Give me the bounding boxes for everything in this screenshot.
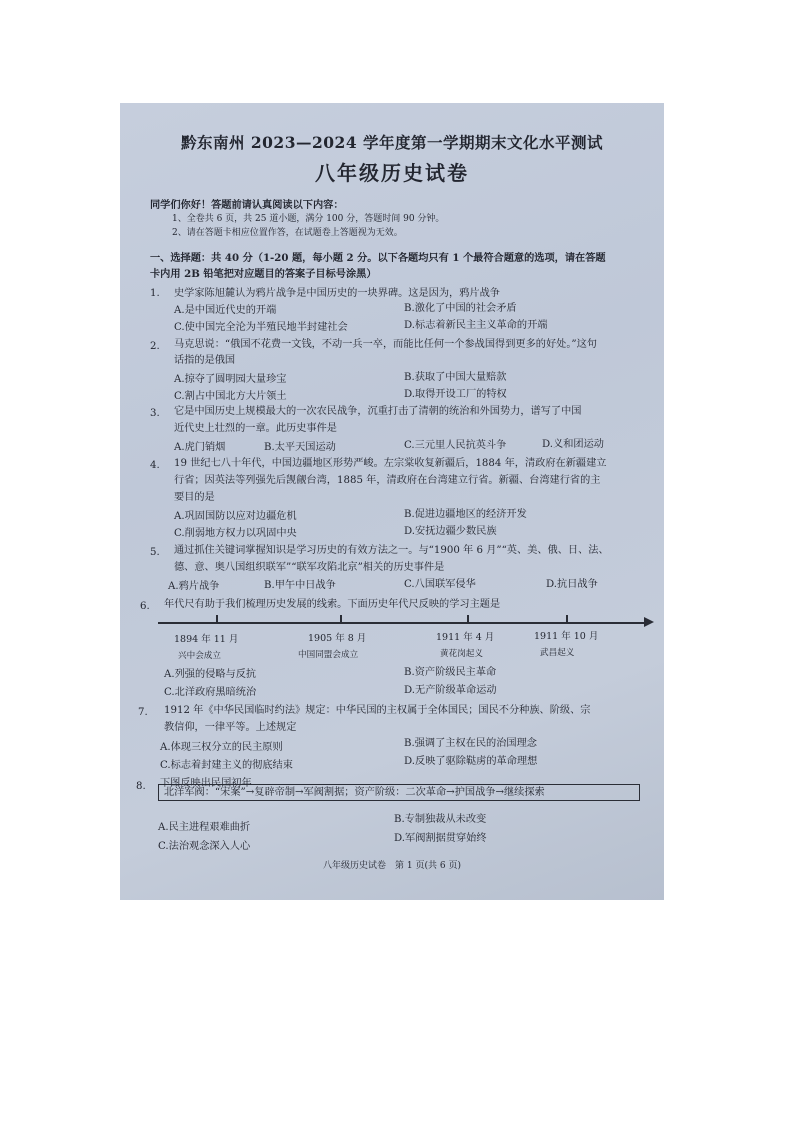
option-b: B.强调了主权在民的治国理念 xyxy=(404,738,537,749)
question-stem: 史学家陈旭麓认为鸦片战争是中国历史的一块界碑。这是因为，鸦片战争 xyxy=(174,288,500,299)
question-stem: 19 世纪七八十年代，中国边疆地区形势严峻。左宗棠收复新疆后，1884 年，清政府在新疆建立 xyxy=(174,458,607,469)
option-b: B.促进边疆地区的经济开发 xyxy=(404,509,527,520)
option-d: D.标志着新民主主义革命的开端 xyxy=(404,320,548,331)
option-c: C.标志着封建主义的彻底结束 xyxy=(160,760,293,771)
section-heading-line2: 卡内用 2B 铅笔把对应题目的答案子目标号涂黑） xyxy=(150,268,377,280)
option-b: B.专制独裁从未改变 xyxy=(394,814,487,825)
option-d: D.抗日战争 xyxy=(546,579,598,590)
timeline-date: 1894 年 11 月 xyxy=(174,634,239,645)
question-number: 1. xyxy=(150,288,160,299)
timeline-event: 武昌起义 xyxy=(540,648,575,658)
question-stem: 马克思说：“俄国不花费一文钱，不动一兵一卒，而能比任何一个参战国得到更多的好处。”这句 xyxy=(174,339,597,350)
option-b: B.激化了中国的社会矛盾 xyxy=(404,303,517,314)
option-a: A.体现三权分立的民主原则 xyxy=(160,742,283,753)
option-c: C.法治观念深入人心 xyxy=(158,841,251,852)
option-a: A.虎门销烟 xyxy=(174,442,226,453)
timeline-arrow-icon xyxy=(644,617,654,627)
question-stem: 要目的是 xyxy=(174,492,215,503)
notice-item-2: 2、请在答题卡相应位置作答，在试题卷上答题视为无效。 xyxy=(172,228,403,238)
question-stem: 通过抓住关键词掌握知识是学习历史的有效方法之一。与“1900 年 6 月”“英、美、俄、日、法、 xyxy=(174,545,609,556)
option-b: B.资产阶级民主革命 xyxy=(404,667,497,678)
timeline-date: 1911 年 10 月 xyxy=(534,631,599,642)
question-stem: 近代史上壮烈的一章。此历史事件是 xyxy=(174,423,337,434)
option-d: D.安抚边疆少数民族 xyxy=(404,526,497,537)
question-stem: 德、意、奥八国组织联军”“联军攻陷北京”相关的历史事件是 xyxy=(174,562,445,573)
timeline-tick xyxy=(467,615,469,623)
timeline-tick xyxy=(340,615,342,623)
option-a: A.是中国近代史的开端 xyxy=(174,305,277,316)
option-d: D.义和团运动 xyxy=(542,439,604,450)
option-a: A.列强的侵略与反抗 xyxy=(164,669,257,680)
option-c: C.割占中国北方大片领土 xyxy=(174,391,287,402)
page-footer: 八年级历史试卷 第 1 页(共 6 页) xyxy=(323,861,461,871)
question-stem: 话指的是俄国 xyxy=(174,355,236,366)
option-c: C.使中国完全沦为半殖民地半封建社会 xyxy=(174,322,348,333)
option-c: C.北洋政府黑暗统治 xyxy=(164,687,257,698)
timeline-event: 黄花岗起义 xyxy=(440,649,483,659)
option-c: C.八国联军侵华 xyxy=(404,579,476,590)
timeline-axis xyxy=(158,622,648,624)
section-heading-line1: 一、选择题：共 40 分（1-20 题，每小题 2 分。以下各题均只有 1 个最符合题意的选项，请在答题 xyxy=(150,252,606,264)
option-a: A.巩固国防以应对边疆危机 xyxy=(174,511,297,522)
question-number: 4. xyxy=(150,460,160,471)
question-stem: 下图反映出民国初年 xyxy=(160,778,252,789)
exam-subtitle: 八年级历史试卷 xyxy=(315,161,469,185)
option-d: D.无产阶级革命运动 xyxy=(404,685,497,696)
option-b: B.获取了中国大量赔款 xyxy=(404,372,507,383)
timeline-event: 中国同盟会成立 xyxy=(298,650,359,660)
question-stem: 行省；因英法等列强先后觊觎台湾，1885 年，清政府在台湾建立行省。新疆、台湾建行省的主 xyxy=(174,475,601,486)
option-c: C.三元里人民抗英斗争 xyxy=(404,440,507,451)
timeline-date: 1905 年 8 月 xyxy=(308,633,367,644)
question-stem: 教信仰，一律平等。上述规定 xyxy=(164,722,297,733)
notice-greeting: 同学们你好！答题前请认真阅读以下内容： xyxy=(150,199,344,211)
option-b: B.甲午中日战争 xyxy=(264,580,336,591)
option-a: A.鸦片战争 xyxy=(168,581,220,592)
timeline-event: 兴中会成立 xyxy=(178,651,221,661)
exam-title: 黔东南州 2023—2024 学年度第一学期期末文化水平测试 xyxy=(180,133,604,152)
question-number: 2. xyxy=(150,341,160,352)
exam-sheet xyxy=(120,103,664,900)
option-b: B.太平天国运动 xyxy=(264,442,336,453)
option-c: C.削弱地方权力以巩固中央 xyxy=(174,528,297,539)
info-box-text: 北洋军阀：“宋案”→复辟帝制→军阀割据；资产阶级：二次革命→护国战争→继续探索 xyxy=(164,787,545,798)
question-stem: 1912 年《中华民国临时约法》规定：中华民国的主权属于全体国民；国民不分种族、阶级、宗 xyxy=(164,705,591,716)
option-d: D.取得开设工厂的特权 xyxy=(404,389,507,400)
question-stem: 它是中国历史上规模最大的一次农民战争，沉重打击了清朝的统治和外国势力，谱写了中国 xyxy=(174,406,582,417)
notice-item-1: 1、全卷共 6 页，共 25 道小题，满分 100 分，答题时间 90 分钟。 xyxy=(172,214,445,224)
question-number: 6. xyxy=(140,601,150,612)
question-stem: 年代尺有助于我们梳理历史发展的线索。下面历史年代尺反映的学习主题是 xyxy=(164,599,501,610)
timeline-date: 1911 年 4 月 xyxy=(436,632,495,643)
timeline-tick xyxy=(566,615,568,623)
option-a: A.掠夺了圆明园大量珍宝 xyxy=(174,374,287,385)
question-number: 8. xyxy=(136,781,146,792)
option-d: D.反映了驱除鞑虏的革命理想 xyxy=(404,756,538,767)
question-number: 7. xyxy=(138,707,148,718)
option-a: A.民主进程艰难曲折 xyxy=(158,822,251,833)
timeline-tick xyxy=(216,615,218,623)
question-number: 5. xyxy=(150,547,160,558)
question-number: 3. xyxy=(150,408,160,419)
option-d: D.军阀割据贯穿始终 xyxy=(394,833,487,844)
